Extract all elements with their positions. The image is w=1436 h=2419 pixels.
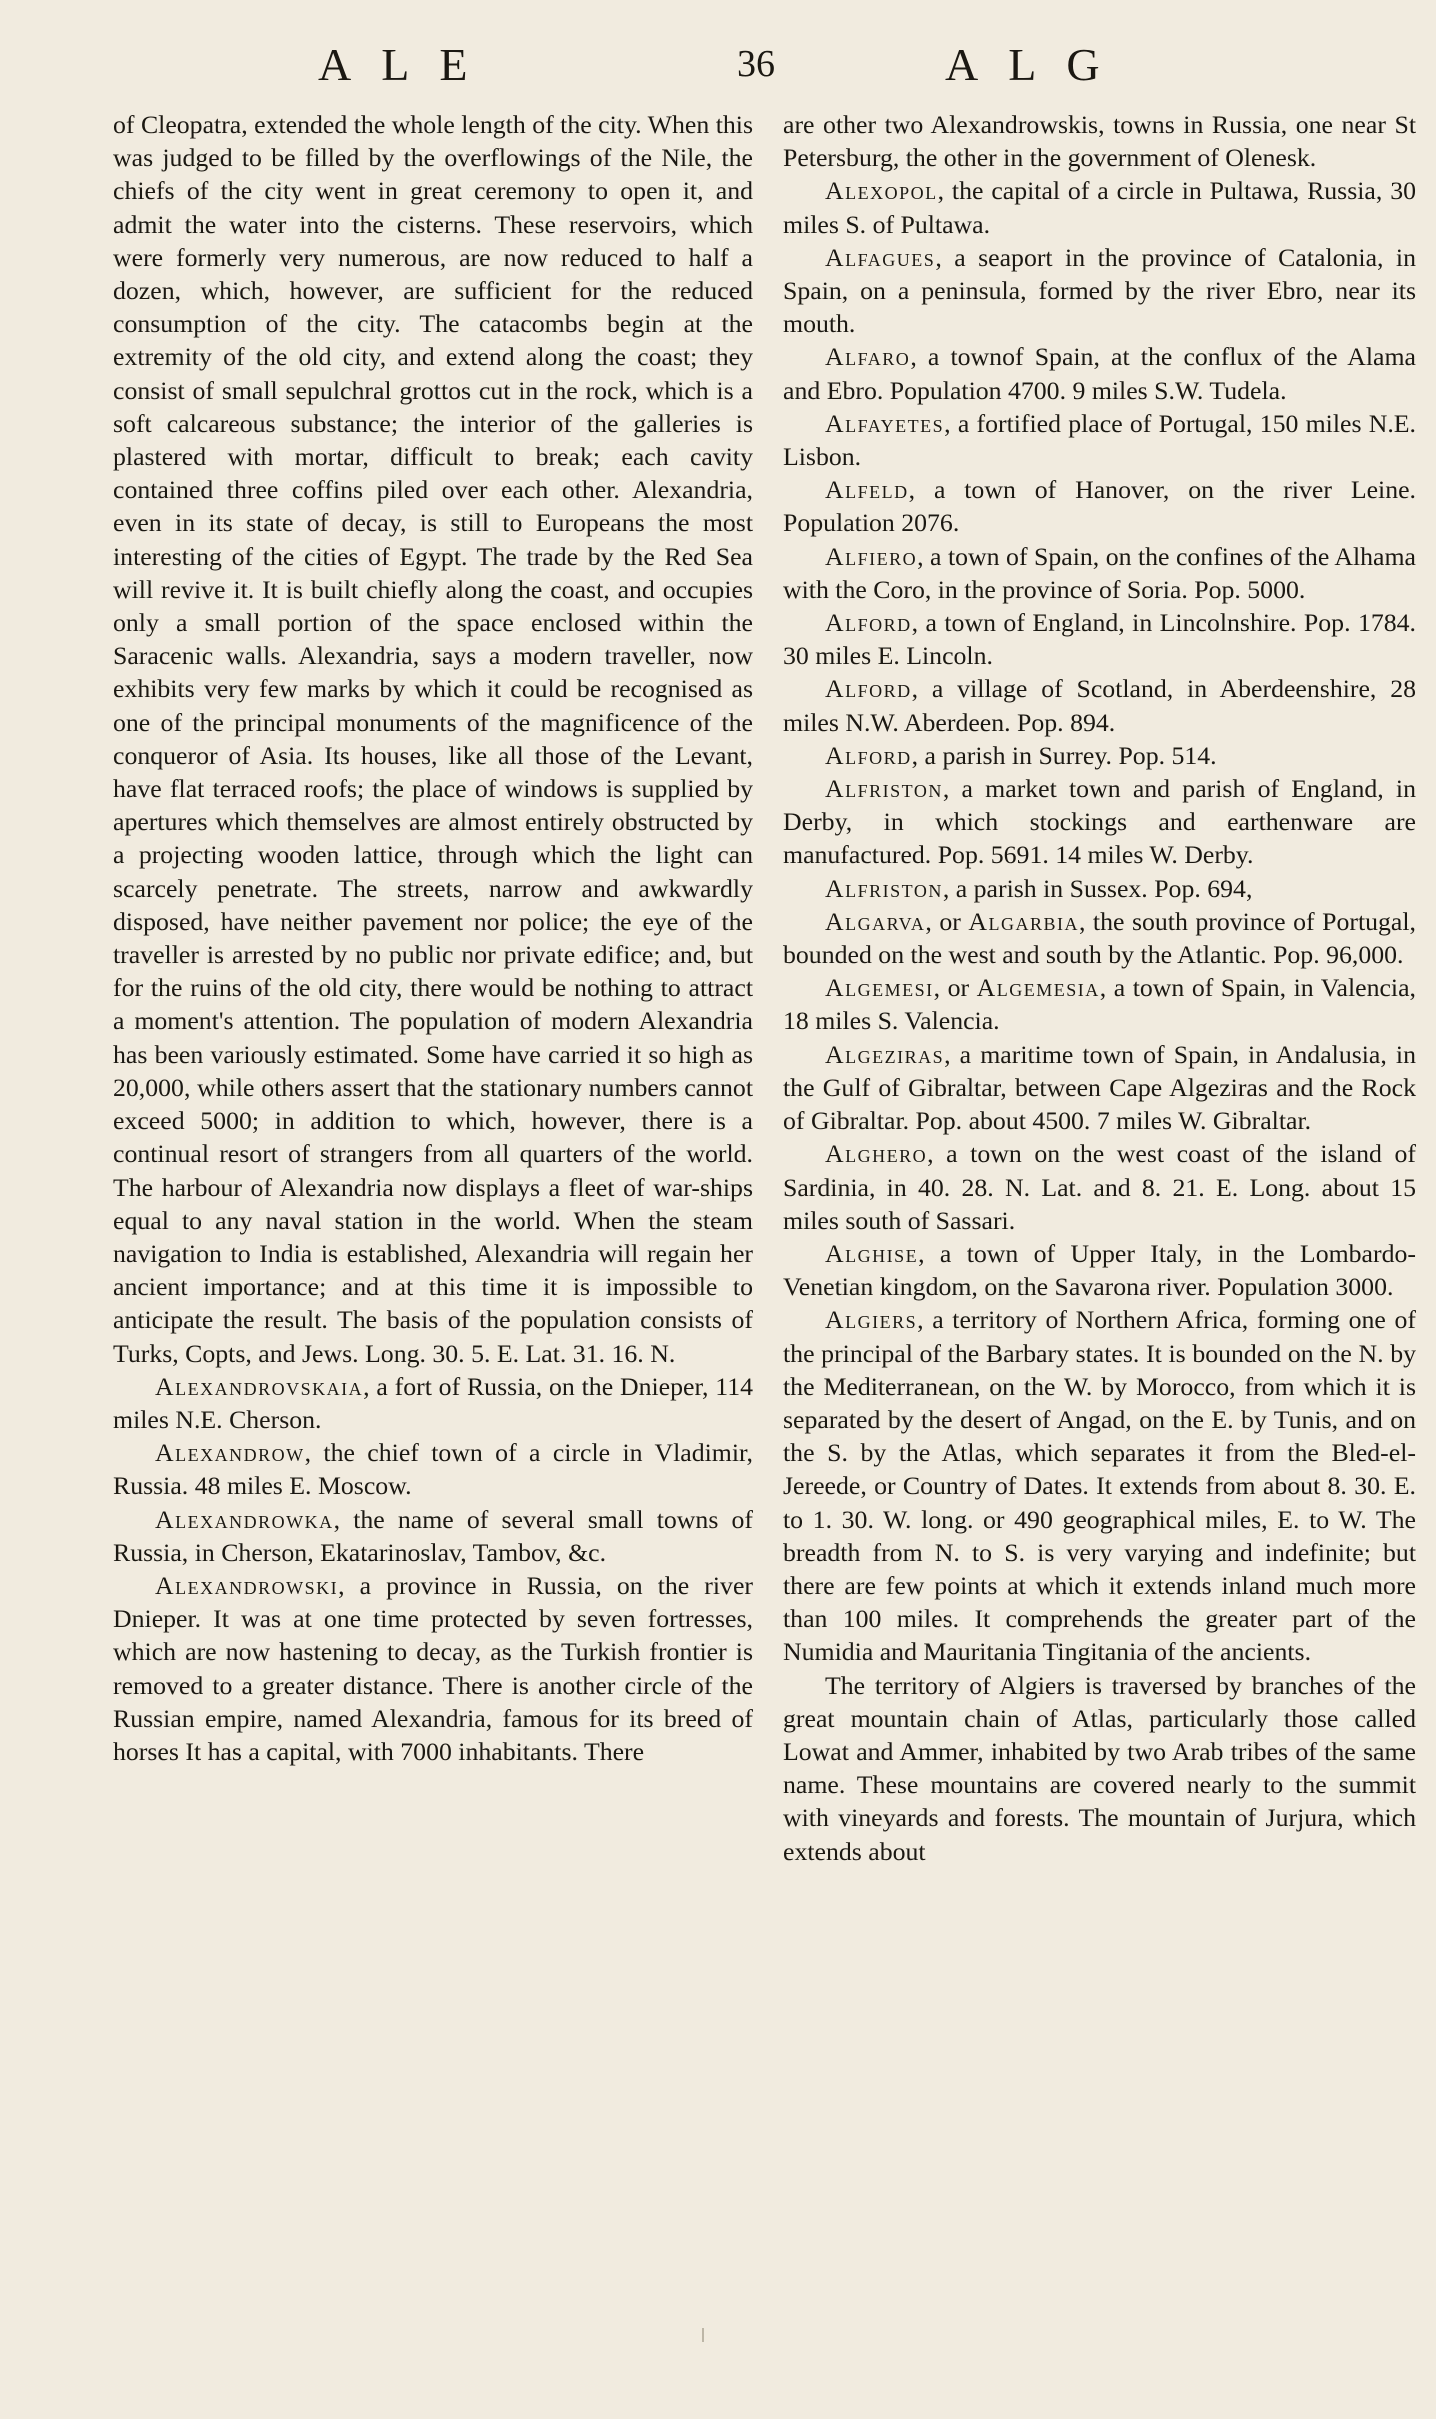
entry-text: , a seaport in the province of Catalonia, in Spain, on a peninsula, formed by the river Ebro, near its mouth. <box>783 242 1416 339</box>
headword: Alford <box>825 740 912 770</box>
headword: Alexandrowski <box>155 1570 339 1600</box>
page-number: 36 <box>737 43 775 85</box>
headword: Alfiero <box>825 541 918 571</box>
entry-text: , or <box>925 906 969 936</box>
entry-text: , the capital of a circle in Pultawa, Russia, 30 miles S. of Pultawa. <box>783 176 1416 239</box>
gazetteer-entry <box>783 872 1416 905</box>
entry-text: , a townof Spain, at the conflux of the Alama and Ebro. Population 4700. 9 miles S.W. Tudela. <box>783 342 1416 405</box>
headword: Alexandrovskaia <box>155 1371 364 1401</box>
entry-text: , a province in Russia, on the river Dnieper. It was at one time protected by seven fortresses, which are now hastening to decay, as the Turkish frontier is removed to a greater distance. There is another circle of the Russian empire, named Alexandria, famous for its breed of horses It has a capital, with 7000 inhabitants. There <box>113 1570 753 1766</box>
entry-text: , a fort of Russia, on the Dnieper, 114 miles N.E. Cherson. <box>113 1371 753 1434</box>
gazetteer-entry <box>783 905 1416 971</box>
entry-text: , a town of England, in Lincolnshire. Pop. 1784. 30 miles E. Lincoln. <box>783 608 1416 671</box>
gazetteer-entry <box>783 971 1416 1037</box>
entry-text: , a maritime town of Spain, in Andalusia, in the Gulf of Gibraltar, between Cape Algeziras and the Rock of Gibraltar. Pop. about 4500. 7 miles W. Gibraltar. <box>783 1039 1416 1136</box>
entry-text: , a parish in Sussex. Pop. 694, <box>942 873 1253 903</box>
gazetteer-entry <box>783 241 1416 341</box>
headword: Algiers <box>825 1305 918 1335</box>
headword: Alexandrow <box>155 1438 305 1468</box>
gazetteer-entry <box>113 1436 753 1502</box>
headword: Alexandrowka <box>155 1504 334 1534</box>
entry-text: , or <box>933 973 977 1003</box>
headword: Algarva <box>825 906 926 936</box>
headword: Algemesi <box>825 973 934 1003</box>
gazetteer-entry <box>113 108 753 1370</box>
headword-variant: Algarbia <box>968 906 1079 936</box>
entry-text: , a town on the west coast of the island of Sardinia, in 40. 28. N. Lat. and 8. 21. E. Long. about 15 miles south of Sassari. <box>783 1139 1416 1235</box>
entry-text: , the chief town of a circle in Vladimir, Russia. 48 miles E. Moscow. <box>113 1438 753 1501</box>
header-left-guideword: ALE <box>318 39 498 90</box>
entry-text: , the name of several small towns of Russia, in Cherson, Ekatarinoslav, Tambov, &c. <box>113 1504 753 1567</box>
headword: Alfriston <box>825 873 943 903</box>
gazetteer-entry <box>783 473 1416 539</box>
entry-text: , a town of Upper Italy, in the Lombardo-Venetian kingdom, on the Savarona river. Population 3000. <box>783 1238 1416 1302</box>
headword: Algeziras <box>825 1039 945 1069</box>
entry-text: , the south province of Portugal, bounded on the west and south by the Atlantic. Pop. 96,000. <box>783 906 1416 970</box>
left-column <box>113 108 753 1768</box>
gazetteer-entry <box>113 1503 753 1569</box>
headword: Alfriston <box>825 774 943 804</box>
entry-text: The territory of Algiers is traversed by branches of the great mountain chain of Atlas, particularly those called Lowat and Ammer, inhabited by two Arab tribes of the same name. These mountains are covered nearly to the summit with vineyards and forests. The mountain of Jurjura, which extends about <box>783 1670 1416 1866</box>
gazetteer-entry <box>783 606 1416 672</box>
headword: Alford <box>825 674 912 704</box>
gazetteer-entry <box>783 1237 1416 1303</box>
headword-variant: Algemesia <box>976 973 1100 1003</box>
headword: Alford <box>825 608 912 638</box>
entry-text: of Cleopatra, extended the whole length of the city. When this was judged to be filled by the overflowings of the Nile, the chiefs of the city went in great ceremony to open it, and admit the water into the cisterns. These reservoirs, which were formerly very numerous, are now reduced to half a dozen, which, however, are sufficient for the reduced consumption of the city. The catacombs begin at the extremity of the old city, and extend along the coast; they consist of small sepulchral grottos cut in the rock, which is a soft calcareous substance; the interior of the galleries is plastered with mortar, difficult to break; each cavity contained three coffins piled over each other. Alexandria, even in its state of decay, is still to Europeans the most interesting of the cities of Egypt. The trade by the Red Sea will revive it. It is built chiefly along the coast, and occupies only a small portion of the space enclosed within the Saracenic walls. Alexandria, says a modern traveller, now exhibits very few marks by which it could be recognised as one of the principal monuments of the magnificence of the conqueror of Asia. Its houses, like all those of the Levant, have flat terraced roofs; the place of windows is supplied by apertures which themselves are almost entirely obstructed by a projecting wooden lattice, through which the light can scarcely penetrate. The streets, narrow and awkwardly disposed, have neither pavement nor police; the eye of the traveller is arrested by no public nor private edifice; and, but for the ruins of the old city, there would be nothing to attract a moment's attention. The population of modern Alexandria has been variously estimated. Some have carried it so high as 20,000, while others assert that the stationary numbers cannot exceed 5000; in addition to which, however, there is a continual resort of strangers from all quarters of the world. The harbour of Alexandria now displays a fleet of war-ships equal to any naval station in the world. When the steam navigation to India is established, Alexandria will regain her ancient importance; and at this time it is impossible to anticipate the result. The basis of the population consists of Turks, Copts, and Jews. Long. 30. 5. E. Lat. 31. 16. N. <box>113 110 753 1368</box>
headword: Alfayetes <box>825 408 945 438</box>
headword: Alfagues <box>825 242 936 272</box>
headword: Alghero <box>825 1139 928 1169</box>
headword: Alfaro <box>825 342 911 372</box>
right-column <box>783 108 1416 1868</box>
gazetteer-entry <box>783 340 1416 406</box>
gazetteer-entry <box>113 1370 753 1436</box>
gazetteer-entry <box>783 1038 1416 1138</box>
entry-text: , a village of Scotland, in Aberdeenshire, 28 miles N.W. Aberdeen. Pop. 894. <box>783 674 1416 737</box>
gazetteer-entry <box>783 174 1416 240</box>
entry-text: , a fortified place of Portugal, 150 miles N.E. Lisbon. <box>783 408 1416 472</box>
headword: Alexopol <box>825 176 938 206</box>
print-mark <box>702 2328 704 2342</box>
gazetteer-entry <box>783 772 1416 872</box>
gazetteer-entry <box>783 1303 1416 1668</box>
gazetteer-entry <box>783 739 1416 772</box>
entry-text: , a territory of Northern Africa, forming one of the principal of the Barbary states. It is bounded on the N. by the Mediterranean, on the W. by Morocco, from which it is separated by the desert of Angad, on the E. by Tunis, and on the S. by the Atlas, which separates it from the Bled-el-Jereede, or Country of Dates. It extends from about 8. 30. E. to 1. 30. W. long. or 490 geographical miles, E. to W. The breadth from N. to S. is very varying and indefinite; but there are few points at which it extends inland much more than 100 miles. It comprehends the greater part of the Numidia and Mauritania Tingitania of the ancients. <box>783 1305 1416 1667</box>
entry-text: , a market town and parish of England, in Derby, in which stockings and earthenware are manufactured. Pop. 5691. 14 miles W. Derby. <box>783 774 1416 870</box>
headword: Alfeld <box>825 475 909 505</box>
gazetteer-entry <box>783 1669 1416 1868</box>
gazetteer-entry <box>783 407 1416 473</box>
entry-text: , a town of Hanover, on the river Leine. Population 2076. <box>783 475 1416 538</box>
headword: Alghise <box>825 1238 919 1268</box>
gazetteer-entry <box>783 108 1416 174</box>
gazetteer-entry <box>783 1137 1416 1237</box>
entry-text: are other two Alexandrowskis, towns in Russia, one near St Petersburg, the other in the government of Olenesk. <box>783 110 1416 173</box>
entry-text: , a town of Spain, on the confines of the Alhama with the Coro, in the province of Soria. Pop. 5000. <box>783 541 1416 604</box>
entry-text: , a parish in Surrey. Pop. 514. <box>911 740 1217 770</box>
header-right-guideword: ALG <box>945 39 1130 90</box>
entry-text: , a town of Spain, in Valencia, 18 miles S. Valencia. <box>783 973 1416 1036</box>
gazetteer-entry <box>113 1569 753 1768</box>
gazetteer-entry <box>783 672 1416 738</box>
running-head <box>0 38 1436 88</box>
gazetteer-entry <box>783 540 1416 606</box>
